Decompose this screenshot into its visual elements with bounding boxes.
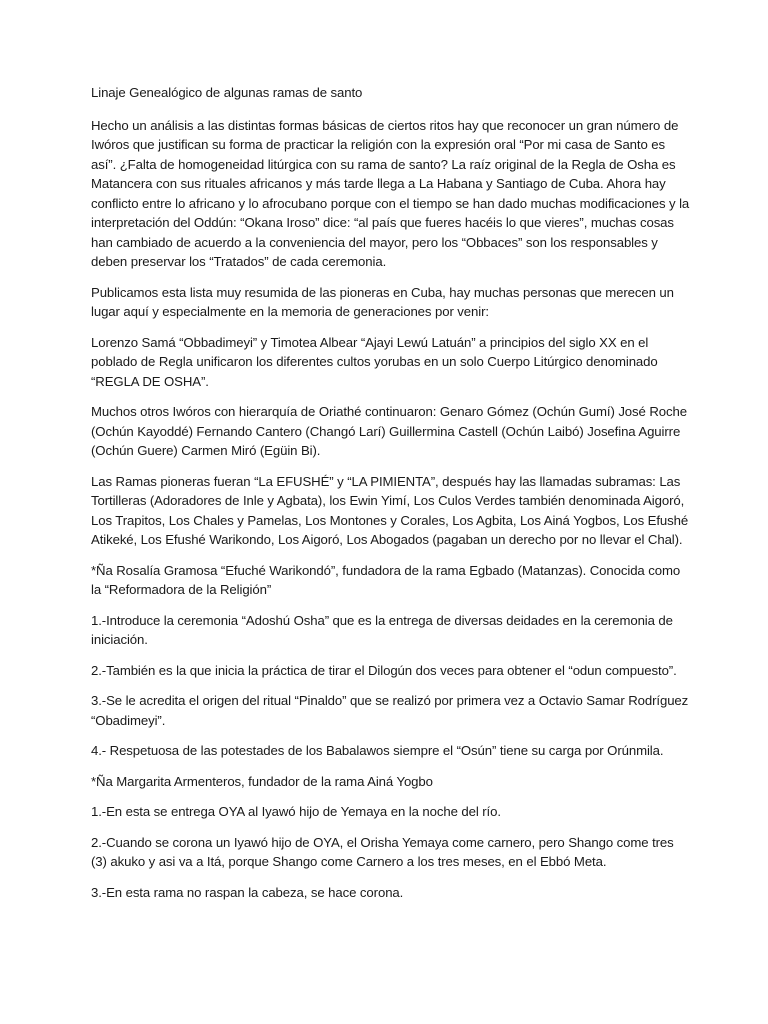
list-item-margarita-2: 2.-Cuando se corona un Iyawó hijo de OYA, el Orisha Yemaya come carnero, pero Shango come tres (3) akuko y asi va a Itá, porque Shango come Carnero a los tres meses, en el Ebbó Meta. xyxy=(91,834,674,869)
paragraph-intro: Hecho un análisis a las distintas formas básicas de ciertos ritos hay que reconocer un gran número de Iwóros que justifican su forma de practicar la religión con la expresión oral “Por mi casa de Santo es así”. ¿Falta de homogeneidad litúrgica con su rama de santo? La raíz original de la Regla de Osha es Matancera con sus rituales africanos y más tarde llega a La Habana y Santiago de Cuba. Ahora hay conflicto entre lo africano y lo afrocubano porque con el tiempo se han dado muchas modificaciones y la interpretación del Oddún: “Okana Iroso” dice: “al país que fueres hacéis lo que vieres”, muchas cosas han cambiado de acuerdo a la conveniencia del mayor, pero los “Obbaces” son los responsables y deben preservar los “Tratados” de cada ceremonia. xyxy=(91,117,690,269)
paragraph-ramas-pioneras: Las Ramas pioneras fueran “La EFUSHÉ” y “LA PIMIENTA”, después hay las llamadas subramas: Las Tortilleras (Adoradores de Inle y Agbata), los Ewin Yimí, Los Culos Verdes también denominada Aigoró, Los Trapitos, Los Chales y Pamelas, Los Montones y Corales, Los Agbita, Los Ainá Yogbos, Los Efushé Atikeké, Los Efushé Warikondo, Los Aigoró, Los Abogados (pagaban un derecho por no llevar el Chal). xyxy=(91,473,689,547)
paragraph-margarita-armenteros: *Ña Margarita Armenteros, fundador de la rama Ainá Yogbo xyxy=(91,773,433,789)
list-item-rosalia-1: 1.-Introduce la ceremonia “Adoshú Osha” que es la entrega de diversas deidades en la ceremonia de iniciación. xyxy=(91,612,673,647)
document-title: Linaje Genealógico de algunas ramas de santo xyxy=(91,85,363,100)
list-item-rosalia-4: 4.- Respetuosa de las potestades de los Babalawos siempre el “Osún” tiene su carga por Orúnmila. xyxy=(91,743,664,758)
paragraph-lorenzo-sama: Lorenzo Samá “Obbadimeyi” y Timotea Albear “Ajayi Lewú Latuán” a principios del siglo XX en el poblado de Regla unificaron los diferentes cultos yorubas en un solo Cuerpo Litúrgico denominado “REGLA DE OSHA”. xyxy=(91,334,658,389)
list-item-margarita-3: 3.-En esta rama no raspan la cabeza, se hace corona. xyxy=(91,884,404,900)
list-item-rosalia-3: 3.-Se le acredita el origen del ritual “Pinaldo” que se realizó por primera vez a Octavio Samar Rodríguez “Obadimeyi”. xyxy=(91,693,689,728)
paragraph-list-intro: Publicamos esta lista muy resumida de las pioneras en Cuba, hay muchas personas que merecen un lugar aquí y especialmente en la memoria de generaciones por venir: xyxy=(91,284,674,319)
document-page xyxy=(91,83,691,913)
paragraph-iworos: Muchos otros Iwóros con hierarquía de Oriathé continuaron: Genaro Gómez (Ochún Gumí) José Roche (Ochún Kayoddé) Fernando Cantero (Changó Larí) Guillermina Castell (Ochún Laibó) Josefina Aguirre (Ochún Guere) Carmen Miró (Egüin Bi). xyxy=(91,404,687,458)
list-item-margarita-1: 1.-En esta se entrega OYA al Iyawó hijo de Yemaya en la noche del río. xyxy=(91,804,501,819)
paragraph-rosalia-gramosa: *Ña Rosalía Gramosa “Efuché Warikondó”, fundadora de la rama Egbado (Matanzas). Conocida como la “Reformadora de la Religión” xyxy=(91,562,681,597)
list-item-rosalia-2: 2.-También es la que inicia la práctica de tirar el Dilogún dos veces para obtener el “odun compuesto”. xyxy=(91,662,677,678)
